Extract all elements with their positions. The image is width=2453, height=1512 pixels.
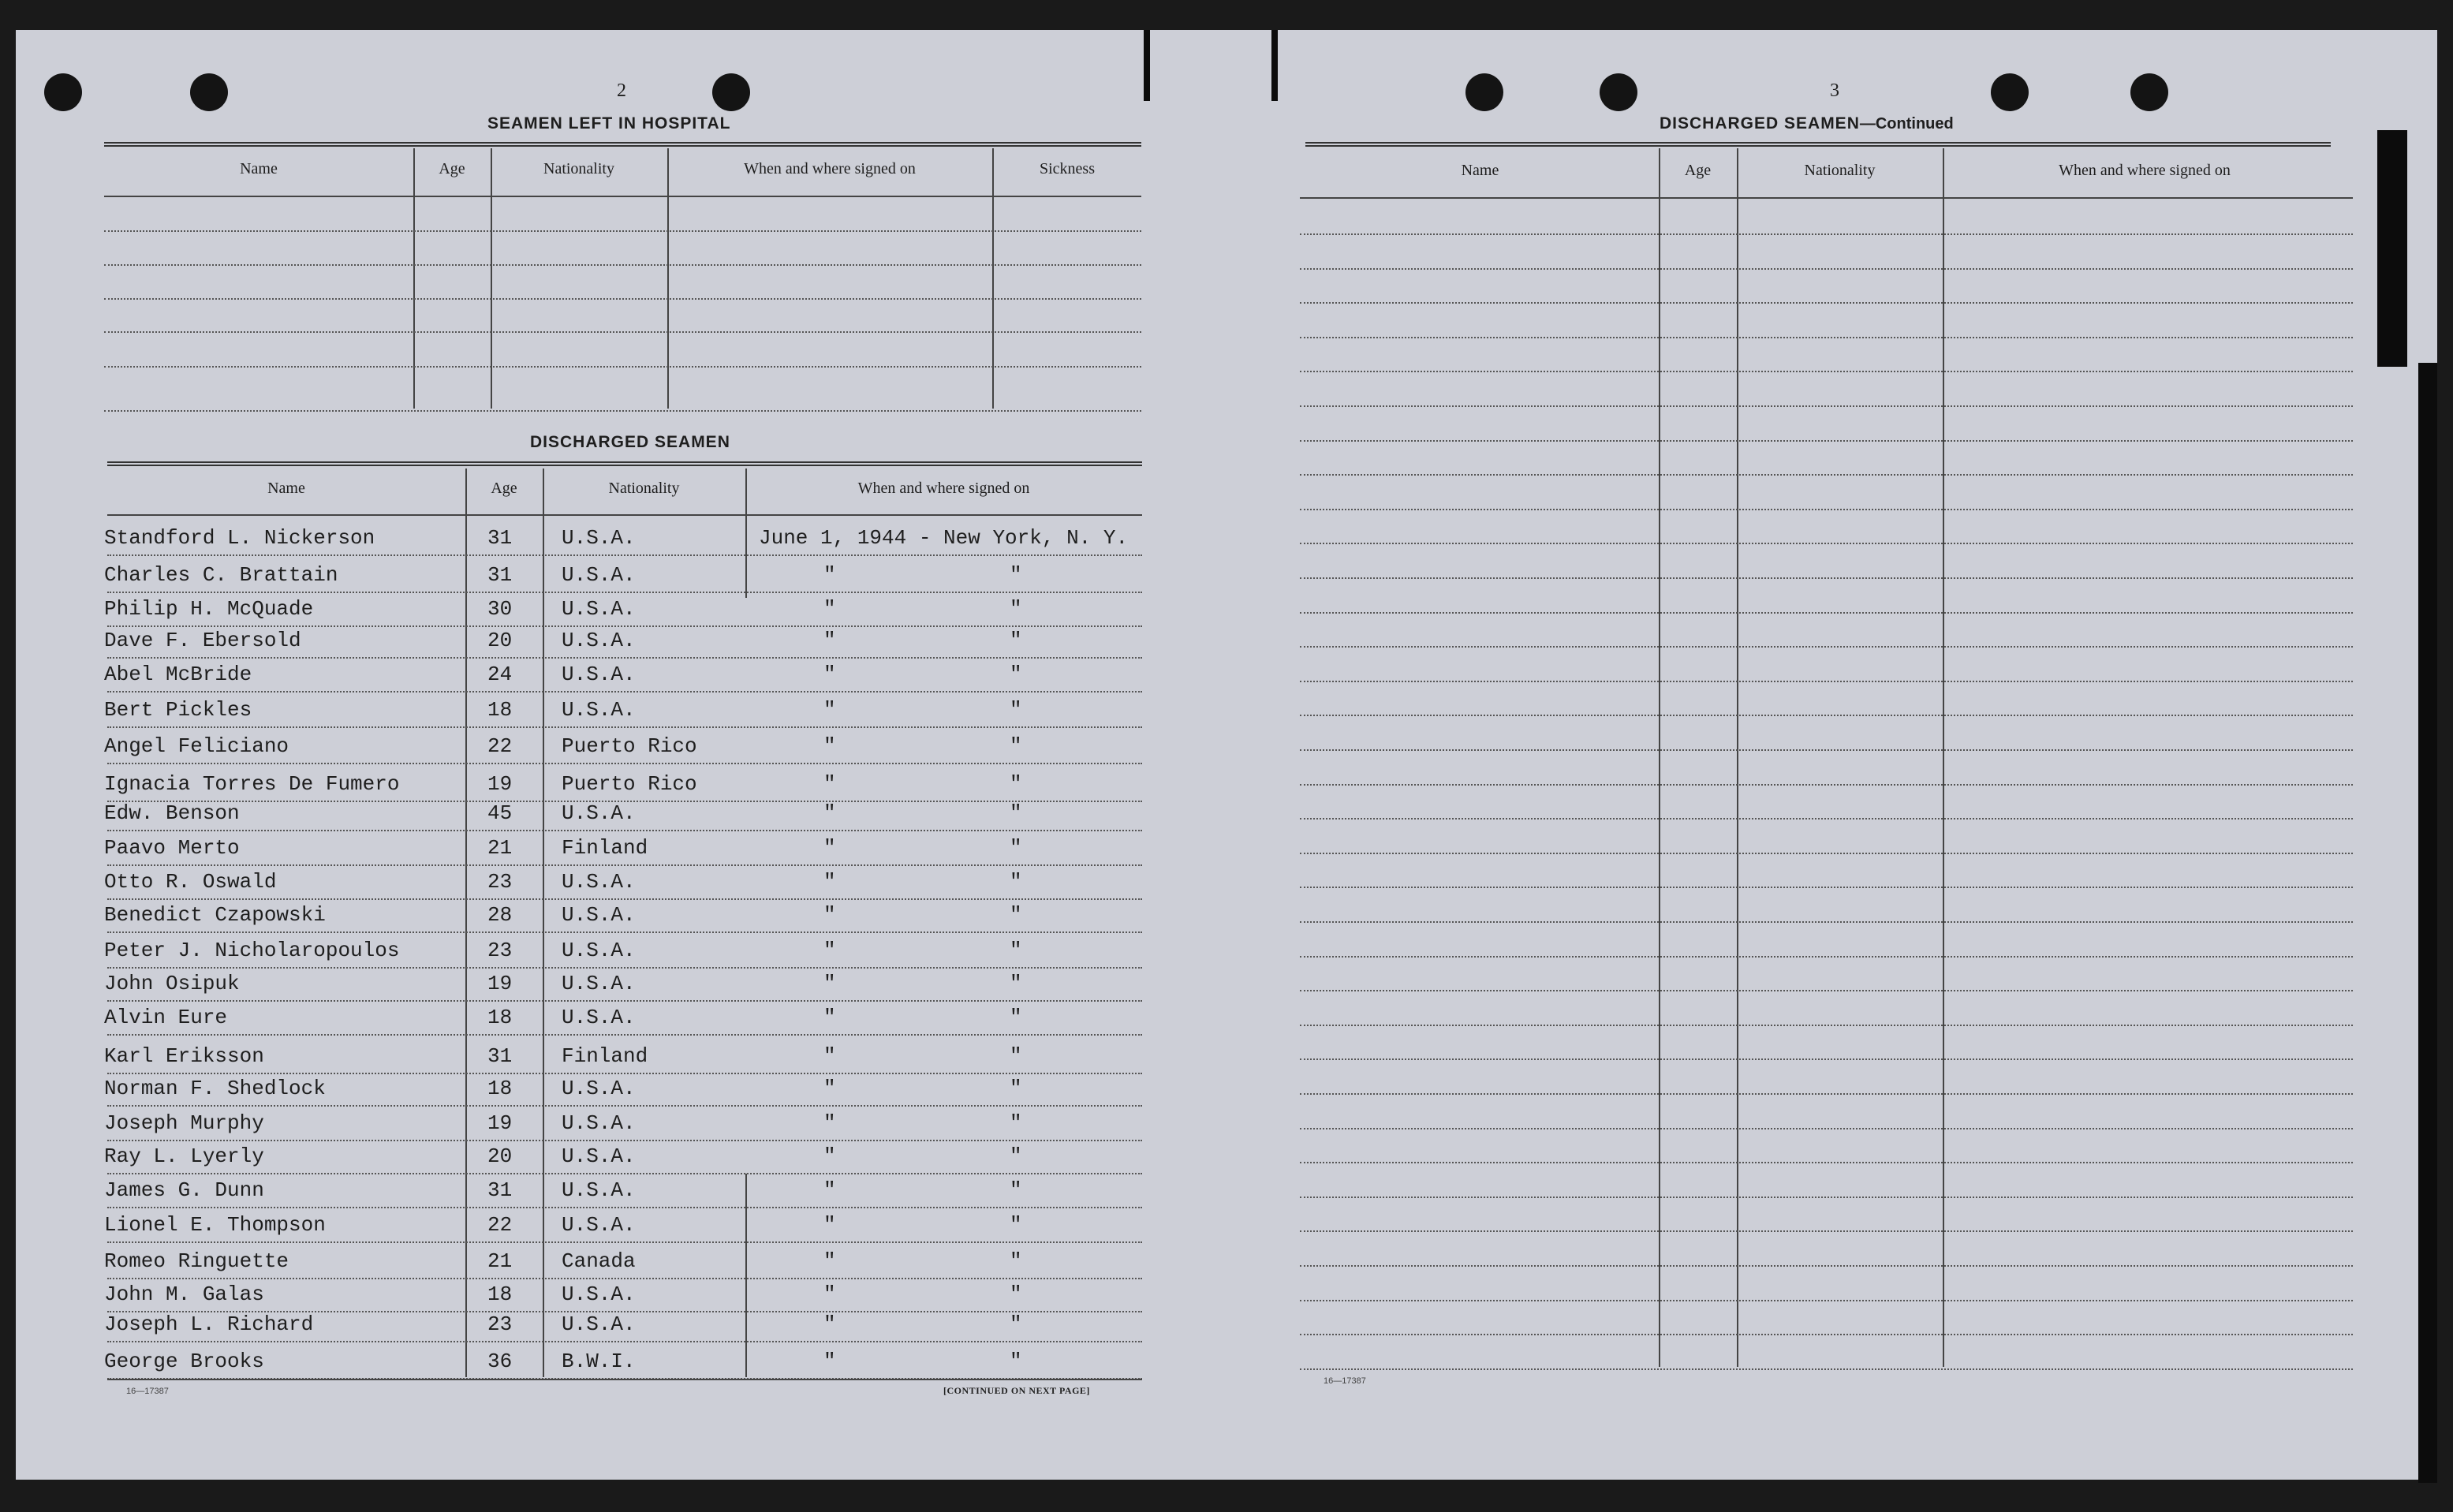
seaman-age: 31	[487, 526, 513, 550]
seaman-name: George Brooks	[104, 1350, 264, 1373]
ditto-mark: "	[1010, 1077, 1022, 1100]
ditto-mark: "	[823, 1249, 836, 1273]
row-line	[107, 1341, 1142, 1342]
seaman-name: Romeo Ringuette	[104, 1249, 289, 1273]
ditto-mark: "	[1010, 1249, 1022, 1273]
signed-on-value: June 1, 1944 - New York, N. Y.	[759, 526, 1129, 550]
seaman-nationality: U.S.A.	[562, 1006, 636, 1029]
ditto-mark: "	[823, 836, 836, 860]
seaman-nationality: U.S.A.	[562, 663, 636, 686]
ditto-mark: "	[823, 870, 836, 894]
seaman-name: Alvin Eure	[104, 1006, 228, 1029]
ditto-mark: "	[1010, 1111, 1022, 1135]
seaman-name: Ignacia Torres De Fumero	[104, 772, 400, 796]
ditto-mark: "	[1010, 1006, 1022, 1029]
blank-row-line	[1300, 749, 2353, 751]
row-line	[107, 1034, 1142, 1036]
blank-row-line	[1300, 1300, 2353, 1301]
seaman-nationality: U.S.A.	[562, 1282, 636, 1306]
blank-row-line	[1300, 612, 2353, 614]
row-line	[107, 691, 1142, 693]
blank-row-line	[1300, 990, 2353, 991]
blank-row-line	[1300, 440, 2353, 442]
ditto-mark: "	[1010, 939, 1022, 962]
header-rule	[107, 514, 1142, 516]
punch-hole	[1465, 73, 1503, 111]
column-divider	[413, 148, 415, 409]
ditto-mark: "	[823, 801, 836, 825]
blank-row-line	[1300, 302, 2353, 304]
age-column-header: Age	[491, 480, 517, 497]
seaman-name: John Osipuk	[104, 972, 240, 995]
blank-row-line	[1300, 268, 2353, 270]
seaman-nationality: U.S.A.	[562, 1144, 636, 1168]
seaman-name: Otto R. Oswald	[104, 870, 277, 894]
seaman-name: Joseph L. Richard	[104, 1312, 314, 1336]
ditto-mark: "	[1010, 903, 1022, 927]
ditto-mark: "	[823, 1006, 836, 1029]
blank-row-line	[1300, 1093, 2353, 1095]
blank-row-line	[1300, 474, 2353, 476]
seaman-name: Charles C. Brattain	[104, 563, 338, 587]
seaman-age: 18	[487, 1077, 513, 1100]
seaman-age: 21	[487, 836, 513, 860]
ditto-mark: "	[1010, 772, 1022, 796]
seaman-nationality: Finland	[562, 836, 648, 860]
column-divider	[667, 148, 669, 409]
blank-row-line	[1300, 337, 2353, 338]
seaman-nationality: U.S.A.	[562, 526, 636, 550]
seaman-nationality: Puerto Rico	[562, 772, 697, 796]
row-line	[107, 1000, 1142, 1002]
seaman-age: 30	[487, 597, 513, 621]
hospital-name-header: Name	[240, 160, 278, 177]
row-line	[107, 898, 1142, 900]
seaman-name: James G. Dunn	[104, 1178, 264, 1202]
discharged-section-title: DISCHARGED SEAMEN	[530, 433, 730, 451]
column-divider	[1737, 148, 1738, 1367]
seaman-nationality: Finland	[562, 1044, 648, 1068]
ditto-mark: "	[1010, 1044, 1022, 1068]
seaman-name: Philip H. McQuade	[104, 597, 314, 621]
blank-row-line	[1300, 956, 2353, 958]
seaman-nationality: U.S.A.	[562, 629, 636, 652]
ditto-mark: "	[823, 629, 836, 652]
blank-row-line	[1300, 1230, 2353, 1232]
seaman-name: Peter J. Nicholaropoulos	[104, 939, 400, 962]
nationality-column-header: Nationality	[608, 480, 680, 497]
blank-row-line	[1300, 543, 2353, 544]
seaman-nationality: U.S.A.	[562, 801, 636, 825]
row-line	[107, 554, 1142, 556]
blank-row-line	[1300, 405, 2353, 407]
seaman-age: 20	[487, 1144, 513, 1168]
seaman-age: 31	[487, 563, 513, 587]
row-line	[107, 931, 1142, 933]
seaman-age: 18	[487, 1006, 513, 1029]
blank-row-line	[1300, 1368, 2353, 1370]
blank-row-line	[1300, 371, 2353, 372]
ditto-mark: "	[823, 1077, 836, 1100]
ditto-mark: "	[823, 772, 836, 796]
ditto-mark: "	[823, 734, 836, 758]
row-line	[107, 1207, 1142, 1208]
ditto-mark: "	[823, 563, 836, 587]
blank-row-line	[1300, 233, 2353, 235]
seaman-nationality: B.W.I.	[562, 1350, 636, 1373]
ditto-mark: "	[1010, 629, 1022, 652]
edge-shadow	[2377, 130, 2407, 367]
row-line	[107, 1105, 1142, 1107]
ditto-mark: "	[823, 939, 836, 962]
seaman-age: 18	[487, 698, 513, 722]
blank-row-line	[104, 410, 1141, 412]
row-line	[107, 1140, 1142, 1141]
ditto-mark: "	[1010, 801, 1022, 825]
hospital-age-header: Age	[439, 160, 465, 177]
ditto-mark: "	[1010, 1312, 1022, 1336]
ditto-mark: "	[823, 698, 836, 722]
blank-row-line	[104, 366, 1141, 368]
punch-hole	[44, 73, 82, 111]
nationality-column-header: Nationality	[1804, 162, 1876, 179]
hospital-nationality-header: Nationality	[543, 160, 614, 177]
ditto-mark: "	[823, 1111, 836, 1135]
ditto-mark: "	[1010, 1178, 1022, 1202]
signed-on-column-header: When and where signed on	[857, 480, 1030, 497]
ditto-mark: "	[823, 1350, 836, 1373]
page-number: 2	[617, 80, 626, 101]
ditto-mark: "	[823, 1213, 836, 1237]
column-divider	[992, 148, 994, 409]
table-rule	[107, 461, 1142, 466]
binding-mark	[1271, 30, 1278, 101]
seaman-age: 45	[487, 801, 513, 825]
seaman-nationality: U.S.A.	[562, 939, 636, 962]
ditto-mark: "	[823, 1282, 836, 1306]
age-column-header: Age	[1684, 162, 1712, 179]
column-divider	[1943, 148, 1944, 1367]
blank-row-line	[1300, 1058, 2353, 1060]
ditto-mark: "	[823, 663, 836, 686]
seaman-nationality: U.S.A.	[562, 597, 636, 621]
blank-row-line	[1300, 921, 2353, 923]
seaman-age: 21	[487, 1249, 513, 1273]
row-line	[107, 830, 1142, 831]
row-line	[107, 657, 1142, 659]
seaman-nationality: U.S.A.	[562, 1312, 636, 1336]
seaman-nationality: U.S.A.	[562, 870, 636, 894]
seaman-nationality: U.S.A.	[562, 563, 636, 587]
blank-row-line	[1300, 1265, 2353, 1267]
punch-hole	[190, 73, 228, 111]
seaman-nationality: Puerto Rico	[562, 734, 697, 758]
seaman-name: Edw. Benson	[104, 801, 240, 825]
seaman-name: Paavo Merto	[104, 836, 240, 860]
punch-hole	[1991, 73, 2029, 111]
seaman-nationality: U.S.A.	[562, 1077, 636, 1100]
ditto-mark: "	[1010, 1282, 1022, 1306]
punch-hole	[712, 73, 750, 111]
seaman-name: Karl Eriksson	[104, 1044, 264, 1068]
seaman-name: John M. Galas	[104, 1282, 264, 1306]
row-line	[107, 1241, 1142, 1243]
hospital-signed-on-header: When and where signed on	[744, 160, 916, 177]
seaman-age: 22	[487, 734, 513, 758]
seaman-name: Bert Pickles	[104, 698, 252, 722]
seaman-age: 31	[487, 1178, 513, 1202]
table-bottom-rule	[107, 1379, 1142, 1380]
blank-row-line	[1300, 509, 2353, 510]
column-divider	[1659, 148, 1660, 1367]
seaman-name: Dave F. Ebersold	[104, 629, 301, 652]
ditto-mark: "	[1010, 734, 1022, 758]
blank-row-line	[1300, 818, 2353, 819]
seaman-name: Standford L. Nickerson	[104, 526, 375, 550]
ditto-mark: "	[1010, 836, 1022, 860]
seaman-nationality: Canada	[562, 1249, 636, 1273]
ditto-mark: "	[823, 597, 836, 621]
ditto-mark: "	[1010, 563, 1022, 587]
ditto-mark: "	[1010, 698, 1022, 722]
ditto-mark: "	[1010, 870, 1022, 894]
continued-title-main: DISCHARGED SEAMEN	[1660, 114, 1860, 133]
name-column-header: Name	[1461, 162, 1499, 179]
seaman-nationality: U.S.A.	[562, 1111, 636, 1135]
name-column-header: Name	[267, 480, 305, 497]
seaman-nationality: U.S.A.	[562, 1178, 636, 1202]
row-line	[107, 763, 1142, 764]
header-rule	[1300, 197, 2353, 199]
row-line	[107, 592, 1142, 593]
blank-row-line	[104, 331, 1141, 333]
seaman-age: 19	[487, 1111, 513, 1135]
ditto-mark: "	[1010, 1350, 1022, 1373]
seaman-age: 28	[487, 903, 513, 927]
seaman-age: 18	[487, 1282, 513, 1306]
row-line	[107, 967, 1142, 969]
seaman-age: 24	[487, 663, 513, 686]
row-line	[107, 1173, 1142, 1174]
seaman-nationality: U.S.A.	[562, 1213, 636, 1237]
seaman-name: Abel McBride	[104, 663, 252, 686]
hospital-sickness-header: Sickness	[1040, 160, 1095, 177]
form-number: 16—17387	[1324, 1376, 1366, 1386]
blank-row-line	[1300, 1162, 2353, 1163]
seaman-name: Joseph Murphy	[104, 1111, 264, 1135]
seaman-age: 36	[487, 1350, 513, 1373]
seaman-name: Angel Feliciano	[104, 734, 289, 758]
seaman-age: 19	[487, 772, 513, 796]
header-rule	[104, 196, 1141, 197]
blank-row-line	[1300, 784, 2353, 786]
blank-row-line	[104, 298, 1141, 300]
ditto-mark: "	[823, 1044, 836, 1068]
seaman-age: 19	[487, 972, 513, 995]
ditto-mark: "	[1010, 972, 1022, 995]
ditto-mark: "	[823, 1178, 836, 1202]
blank-row-line	[1300, 715, 2353, 716]
row-line	[107, 864, 1142, 866]
blank-row-line	[104, 264, 1141, 266]
row-line	[107, 625, 1142, 627]
seaman-age: 23	[487, 870, 513, 894]
blank-row-line	[1300, 1128, 2353, 1129]
blank-row-line	[1300, 646, 2353, 648]
ditto-mark: "	[823, 1312, 836, 1336]
seaman-nationality: U.S.A.	[562, 698, 636, 722]
continued-title-suffix: —Continued	[1859, 115, 1954, 133]
blank-row-line	[104, 230, 1141, 232]
row-line	[107, 1073, 1142, 1074]
seaman-age: 22	[487, 1213, 513, 1237]
seaman-name: Norman F. Shedlock	[104, 1077, 326, 1100]
blank-row-line	[1300, 1334, 2353, 1335]
table-rule	[1305, 142, 2331, 147]
continued-section-title	[1660, 114, 1954, 133]
blank-row-line	[1300, 1025, 2353, 1026]
column-divider	[491, 148, 492, 409]
ditto-mark: "	[823, 972, 836, 995]
hospital-section-title: SEAMEN LEFT IN HOSPITAL	[487, 114, 731, 133]
blank-row-line	[1300, 887, 2353, 888]
ditto-mark: "	[1010, 663, 1022, 686]
ditto-mark: "	[823, 903, 836, 927]
blank-row-line	[1300, 681, 2353, 682]
seaman-nationality: U.S.A.	[562, 903, 636, 927]
punch-hole	[1600, 73, 1637, 111]
binding-mark	[1144, 30, 1150, 101]
row-line	[107, 726, 1142, 728]
document-sheet	[16, 30, 2437, 1480]
seaman-age: 31	[487, 1044, 513, 1068]
form-number: 16—17387	[126, 1387, 169, 1396]
seaman-age: 20	[487, 629, 513, 652]
continued-note: [CONTINUED ON NEXT PAGE]	[943, 1385, 1090, 1396]
edge-shadow	[2418, 363, 2437, 1483]
seaman-age: 23	[487, 1312, 513, 1336]
ditto-mark: "	[1010, 1144, 1022, 1168]
signed-on-column-header: When and where signed on	[2059, 162, 2231, 179]
seaman-name: Ray L. Lyerly	[104, 1144, 264, 1168]
blank-row-line	[1300, 853, 2353, 854]
seaman-age: 23	[487, 939, 513, 962]
column-divider	[745, 469, 747, 598]
blank-row-line	[1300, 1197, 2353, 1198]
seaman-name: Benedict Czapowski	[104, 903, 326, 927]
row-line	[107, 1278, 1142, 1279]
ditto-mark: "	[1010, 597, 1022, 621]
punch-hole	[2130, 73, 2168, 111]
ditto-mark: "	[823, 1144, 836, 1168]
ditto-mark: "	[1010, 1213, 1022, 1237]
table-rule	[104, 142, 1141, 147]
page-number: 3	[1830, 80, 1839, 101]
seaman-name: Lionel E. Thompson	[104, 1213, 326, 1237]
seaman-nationality: U.S.A.	[562, 972, 636, 995]
blank-row-line	[1300, 577, 2353, 579]
